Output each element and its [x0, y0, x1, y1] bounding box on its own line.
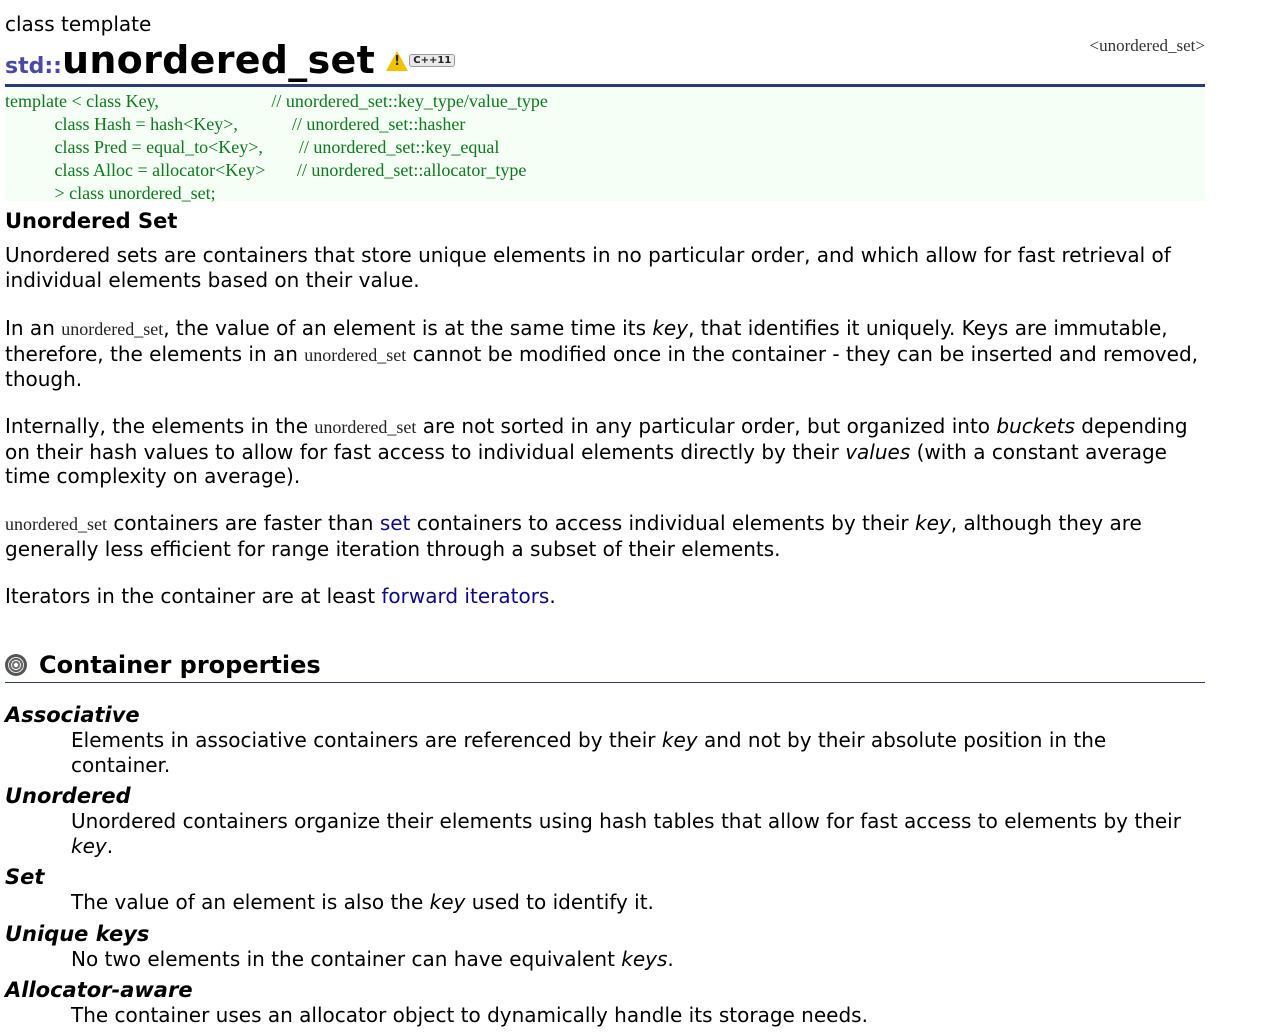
container-properties-heading — [5, 651, 1205, 683]
emphasis: key — [71, 833, 107, 858]
text: , although they are generally less efficient for range iteration through a subset of their elements. — [5, 511, 1142, 561]
prototype-code — [5, 87, 1205, 205]
text: . — [106, 833, 114, 858]
code-term: unordered_set — [314, 417, 417, 437]
text: The container uses an allocator object to dynamically handle its storage needs. — [71, 1003, 868, 1027]
text: Unordered containers organize their elements using hash tables that allow for fast access to elements by their — [71, 809, 1181, 833]
text: Elements in associative containers are referenced by their — [71, 728, 662, 752]
text: , that identifies it uniquely. Keys are immutable, therefore, the elements in an — [5, 316, 1168, 366]
property-description — [71, 809, 1205, 858]
class-name: unordered_set — [61, 38, 376, 82]
code-term: unordered_set — [304, 344, 407, 365]
properties-list — [5, 702, 1205, 1034]
text: . — [549, 584, 556, 608]
emphasis: keys — [621, 946, 668, 971]
property-description — [71, 728, 1205, 777]
set-link[interactable]: set — [379, 511, 411, 535]
text: Internally, the elements in the — [5, 414, 315, 438]
property-term: Unique keys — [5, 921, 150, 946]
emphasis: key — [915, 511, 951, 535]
emphasis: key — [429, 890, 466, 914]
property-term: Allocator-aware — [5, 978, 193, 1002]
prototype-line: class Pred = equal_to<Key>, // unordered_set::key_equal — [5, 137, 500, 157]
prototype-box — [5, 84, 1205, 201]
version-badges — [386, 51, 455, 73]
warning-icon — [386, 51, 408, 71]
text: The value of an element is also the — [71, 890, 430, 914]
property-term: Associative — [5, 703, 140, 727]
prototype-line: class Hash = hash<Key>, // unordered_set::hasher — [5, 114, 466, 134]
text: In an — [5, 316, 62, 340]
text: containers to access individual elements by their — [410, 511, 916, 535]
emphasis: key — [661, 728, 698, 752]
prototype-line: class Alloc = allocator<Key> // unordered_set::allocator_type — [5, 160, 527, 180]
text: (with a constant average time complexity on average). — [5, 439, 1167, 488]
prototype-line: template < class Key, // unordered_set::key_type/value_type — [5, 91, 548, 111]
code-term: unordered_set — [5, 514, 107, 534]
text: containers are faster than — [106, 511, 380, 535]
code-term: unordered_set — [61, 319, 164, 339]
text: No two elements in the container can have equivalent — [71, 946, 622, 971]
forward-iterators-link[interactable]: forward iterators — [381, 584, 550, 608]
description-title: Unordered Set — [5, 209, 178, 233]
text: depending on their hash values to allow for fast access to individual elements directly by their — [5, 414, 1188, 464]
page-kind: class template — [5, 12, 152, 36]
paragraph-1: Unordered sets are containers that store unique elements in no particular order, and which allow for fast retrieval of individual elements based on their value. — [5, 243, 1171, 292]
page-title — [5, 38, 455, 82]
property-term: Set — [5, 865, 45, 889]
text: . — [667, 946, 674, 971]
property-description — [71, 947, 1205, 972]
header-include: <unordered_set> — [1089, 36, 1205, 55]
text: cannot be modified once in the container - they can be inserted and removed, though. — [5, 341, 1199, 391]
emphasis: key — [652, 316, 689, 340]
property-description — [71, 890, 1205, 915]
paragraph-5 — [5, 584, 1205, 609]
property-term: Unordered — [5, 784, 131, 808]
namespace-label: std:: — [5, 54, 62, 79]
emphasis: values — [845, 439, 911, 464]
cpp11-badge: C++11 — [409, 54, 455, 67]
emphasis: buckets — [996, 414, 1075, 438]
prototype-line: > class unordered_set; — [5, 183, 216, 203]
text: are not sorted in any particular order, but organized into — [416, 414, 997, 438]
section-heading-text: Container properties — [39, 651, 321, 679]
property-description — [71, 1003, 1205, 1028]
paragraph-3 — [5, 414, 1205, 489]
text: used to identify it. — [465, 890, 654, 914]
paragraph-2 — [5, 316, 1205, 392]
text: Iterators in the container are at least — [5, 584, 382, 608]
text: and not by their absolute position in the container. — [71, 728, 1107, 777]
fingerprint-icon — [5, 654, 27, 676]
text: , the value of an element is at the same time its — [163, 316, 653, 340]
paragraph-4 — [5, 511, 1205, 561]
